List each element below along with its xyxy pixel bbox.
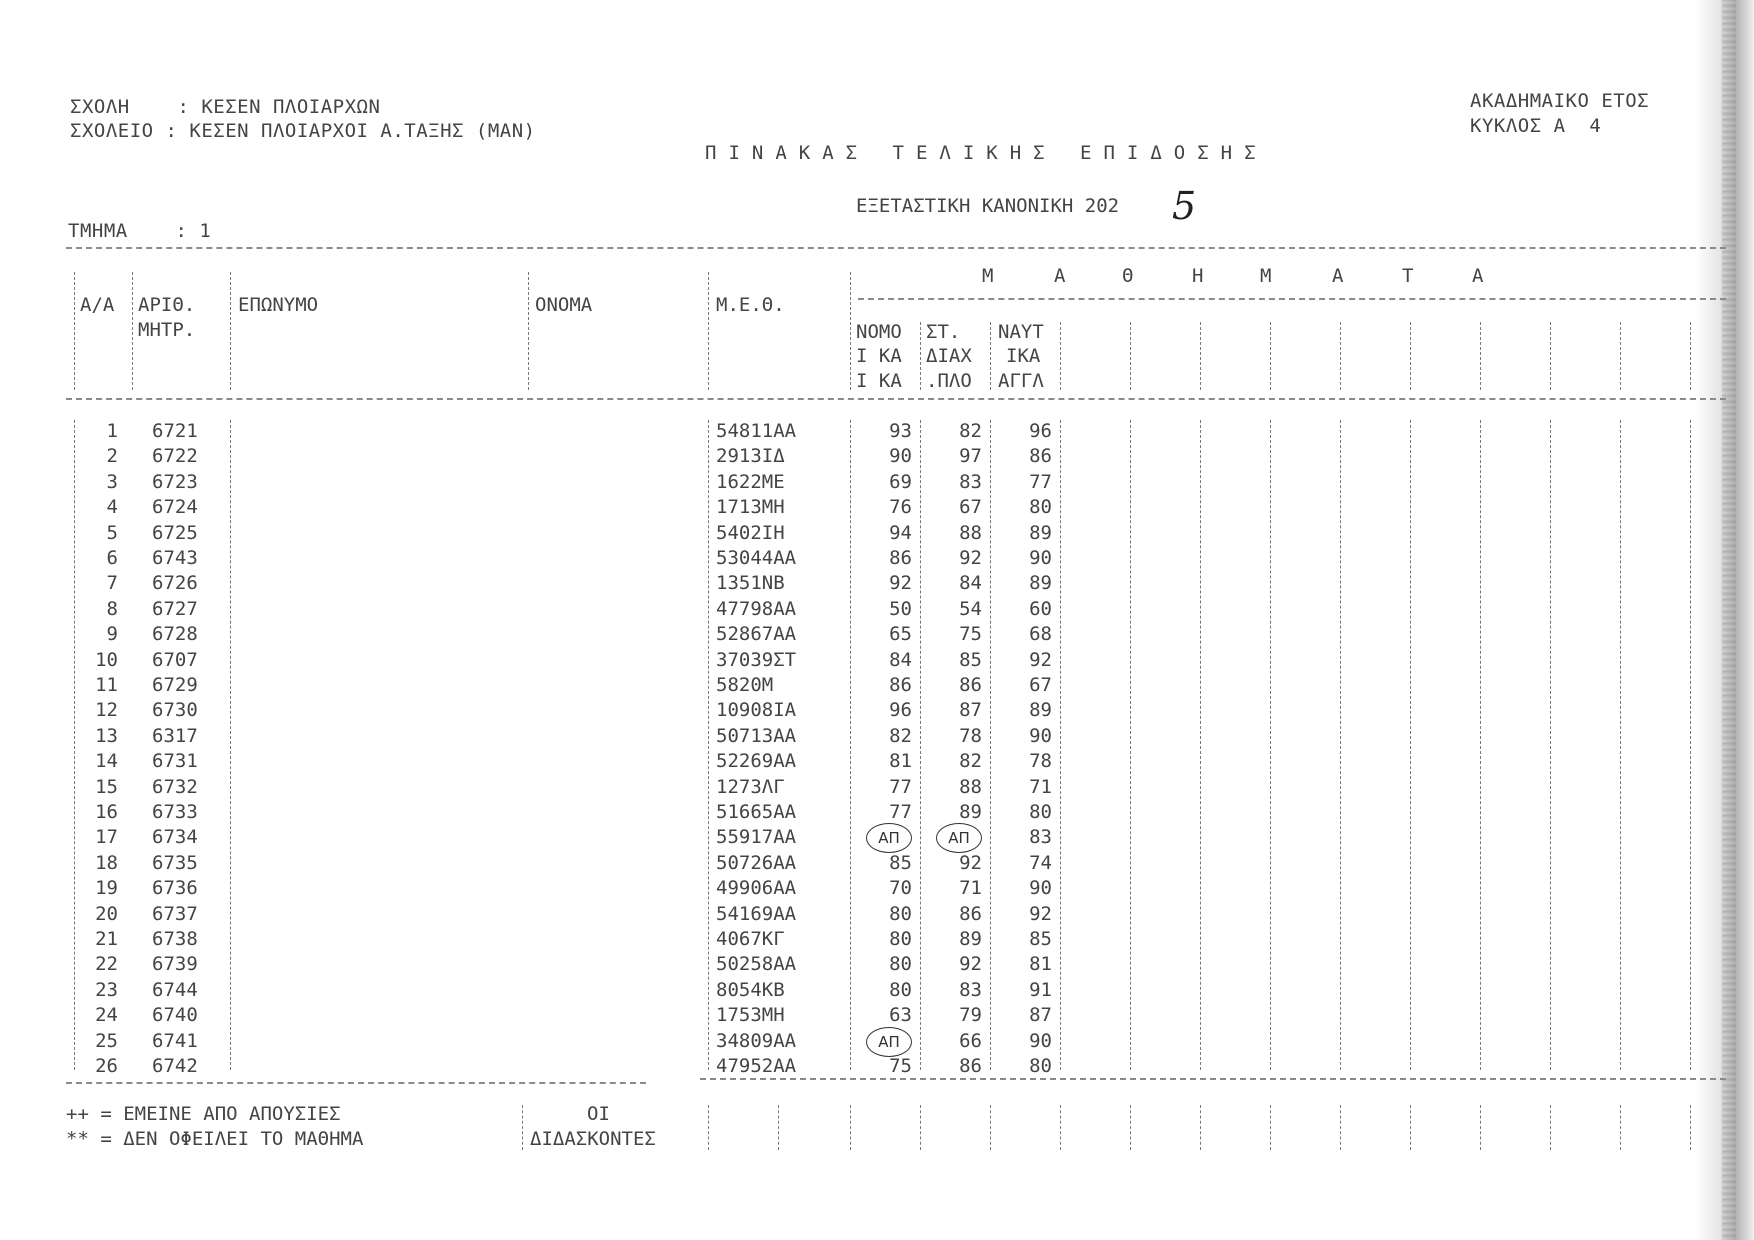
row-grade: 92 <box>1029 903 1052 925</box>
header-subject-separator <box>1060 322 1061 390</box>
row-reg-number: 6721 <box>152 420 198 442</box>
body-column-separator <box>1130 420 1131 1070</box>
row-grade: 87 <box>959 699 982 721</box>
footer-column-separator <box>522 1105 523 1150</box>
page-title: ΠΙΝΑΚΑΣ ΤΕΛΙΚΗΣ ΕΠΙΔΟΣΗΣ <box>705 142 1268 164</box>
header-aa: Α/Α <box>80 294 115 316</box>
header-subject-separator <box>920 322 921 390</box>
row-meth: 54169ΑΑ <box>716 903 797 925</box>
row-meth: 2913ΙΔ <box>716 445 785 467</box>
rule-top <box>66 247 1726 249</box>
body-column-separator <box>990 420 991 1070</box>
footer-column-separator <box>1480 1105 1481 1150</box>
body-column-separator <box>920 420 921 1070</box>
row-aa: 26 <box>95 1055 118 1077</box>
row-reg-number: 6731 <box>152 750 198 772</box>
header-subject-separator <box>1690 322 1691 390</box>
row-aa: 4 <box>106 496 118 518</box>
subject2-line2: ΔΙΑΧ <box>926 345 972 367</box>
absent-grade-circle: ΑΠ <box>936 823 982 853</box>
footer-column-separator <box>1550 1105 1551 1150</box>
row-grade: 60 <box>1029 598 1052 620</box>
row-meth: 52269ΑΑ <box>716 750 797 772</box>
row-meth: 4067ΚΓ <box>716 928 785 950</box>
row-meth: 50713ΑΑ <box>716 725 797 747</box>
row-aa: 14 <box>95 750 118 772</box>
row-meth: 10908ΙΑ <box>716 699 797 721</box>
row-reg-number: 6739 <box>152 953 198 975</box>
header-subject-separator <box>1270 322 1271 390</box>
subjects-heading-letter: Α <box>1472 265 1484 287</box>
row-grade: 71 <box>959 877 982 899</box>
row-aa: 16 <box>95 801 118 823</box>
cycle: ΚΥΚΛΟΣ Α 4 <box>1470 115 1602 137</box>
subjects-heading-letter: Μ <box>1260 265 1272 287</box>
legend-not-owed: ** = ΔΕΝ ΟΦΕΙΛΕΙ ΤΟ ΜΑΘΗΜΑ <box>66 1128 364 1150</box>
row-aa: 7 <box>106 572 118 594</box>
row-aa: 2 <box>106 445 118 467</box>
row-grade: 85 <box>889 852 912 874</box>
exam-label: ΕΞΕΤΑΣΤΙΚΗ ΚΑΝΟΝΙΚΗ 202 <box>856 195 1120 217</box>
row-grade: 92 <box>1029 649 1052 671</box>
row-grade: 91 <box>1029 979 1052 1001</box>
row-grade: 89 <box>1029 699 1052 721</box>
school-line: ΣΧΟΛΗ : ΚΕΣΕΝ ΠΛΟΙΑΡΧΩΝ <box>70 96 381 118</box>
row-grade: 86 <box>959 674 982 696</box>
rule-subjects <box>858 298 1726 300</box>
row-aa: 10 <box>95 649 118 671</box>
body-column-separator <box>850 420 851 1070</box>
row-aa: 3 <box>106 471 118 493</box>
section-label: ΤΜΗΜΑ : 1 <box>68 220 212 242</box>
row-meth: 8054ΚΒ <box>716 979 785 1001</box>
row-grade: 94 <box>889 522 912 544</box>
row-meth: 1351ΝΒ <box>716 572 785 594</box>
row-aa: 9 <box>106 623 118 645</box>
body-column-separator <box>1270 420 1271 1070</box>
row-reg-number: 6317 <box>152 725 198 747</box>
row-grade: 80 <box>889 928 912 950</box>
teachers-label-1: ΟΙ <box>587 1103 610 1125</box>
row-grade: 84 <box>889 649 912 671</box>
row-meth: 55917ΑΑ <box>716 826 797 848</box>
absent-grade-circle: ΑΠ <box>866 1027 912 1057</box>
row-meth: 53044ΑΑ <box>716 547 797 569</box>
body-column-separator <box>1410 420 1411 1070</box>
row-reg-number: 6732 <box>152 776 198 798</box>
row-grade: 83 <box>1029 826 1052 848</box>
row-grade: 78 <box>1029 750 1052 772</box>
header-column-separator <box>230 272 231 390</box>
body-column-separator <box>230 420 231 1070</box>
header-reg-2: ΜΗΤΡ. <box>138 319 196 341</box>
footer-column-separator <box>708 1105 709 1150</box>
subjects-heading-letter: Τ <box>1402 265 1414 287</box>
row-meth: 47798ΑΑ <box>716 598 797 620</box>
header-column-separator <box>708 272 709 390</box>
row-aa: 20 <box>95 903 118 925</box>
header-subject-separator <box>1480 322 1481 390</box>
row-meth: 5402ΙΗ <box>716 522 785 544</box>
row-grade: 50 <box>889 598 912 620</box>
row-aa: 24 <box>95 1004 118 1026</box>
body-column-separator <box>1340 420 1341 1070</box>
row-reg-number: 6740 <box>152 1004 198 1026</box>
row-grade: 88 <box>959 522 982 544</box>
row-grade: 92 <box>959 953 982 975</box>
row-meth: 50258ΑΑ <box>716 953 797 975</box>
subject1-line3: Ι ΚΑ <box>856 370 902 392</box>
row-aa: 19 <box>95 877 118 899</box>
row-grade: 87 <box>1029 1004 1052 1026</box>
subjects-heading-letter: Α <box>1332 265 1344 287</box>
legend-absences: ++ = ΕΜΕΙΝΕ ΑΠΟ ΑΠΟΥΣΙΕΣ <box>66 1103 341 1125</box>
row-grade: 86 <box>1029 445 1052 467</box>
row-reg-number: 6741 <box>152 1030 198 1052</box>
header-subject-separator <box>1620 322 1621 390</box>
row-grade: 82 <box>959 420 982 442</box>
header-name: ΟΝΟΜΑ <box>535 294 593 316</box>
row-grade: 84 <box>959 572 982 594</box>
row-grade: 97 <box>959 445 982 467</box>
row-grade: 78 <box>959 725 982 747</box>
row-grade: 80 <box>889 903 912 925</box>
row-grade: 80 <box>889 953 912 975</box>
row-grade: 67 <box>959 496 982 518</box>
header-subject-separator <box>1550 322 1551 390</box>
row-meth: 1753ΜΗ <box>716 1004 785 1026</box>
row-grade: 89 <box>959 801 982 823</box>
footer-column-separator <box>1130 1105 1131 1150</box>
rule-header-bottom <box>66 398 1726 400</box>
row-meth: 34809ΑΑ <box>716 1030 797 1052</box>
body-column-separator <box>74 420 75 1070</box>
header-column-separator <box>132 272 133 390</box>
header-subject-separator <box>1410 322 1411 390</box>
row-grade: 74 <box>1029 852 1052 874</box>
row-grade: 92 <box>959 547 982 569</box>
row-reg-number: 6724 <box>152 496 198 518</box>
row-reg-number: 6734 <box>152 826 198 848</box>
footer-column-separator <box>1620 1105 1621 1150</box>
row-reg-number: 6743 <box>152 547 198 569</box>
row-grade: 81 <box>889 750 912 772</box>
row-grade: 77 <box>889 776 912 798</box>
row-grade: 82 <box>959 750 982 772</box>
row-grade: 75 <box>959 623 982 645</box>
body-column-separator <box>1480 420 1481 1070</box>
row-grade: 85 <box>959 649 982 671</box>
body-column-separator <box>1620 420 1621 1070</box>
row-grade: 77 <box>1029 471 1052 493</box>
row-reg-number: 6725 <box>152 522 198 544</box>
row-aa: 21 <box>95 928 118 950</box>
row-reg-number: 6744 <box>152 979 198 1001</box>
row-grade: 68 <box>1029 623 1052 645</box>
subject3-line3: ΑΓΓΛ <box>998 370 1044 392</box>
row-grade: 80 <box>1029 1055 1052 1077</box>
row-grade: 86 <box>959 1055 982 1077</box>
subject3-line1: ΝΑΥΤ <box>998 321 1044 343</box>
body-column-separator <box>1690 420 1691 1070</box>
subjects-heading-letter: Η <box>1192 265 1204 287</box>
row-grade: 90 <box>1029 877 1052 899</box>
row-aa: 12 <box>95 699 118 721</box>
row-aa: 1 <box>106 420 118 442</box>
teachers-label-2: ΔΙΔΑΣΚΟΝΤΕΣ <box>530 1128 656 1150</box>
row-aa: 17 <box>95 826 118 848</box>
header-column-separator <box>850 272 851 390</box>
row-grade: 76 <box>889 496 912 518</box>
row-aa: 25 <box>95 1030 118 1052</box>
row-grade: 86 <box>889 547 912 569</box>
row-grade: 71 <box>1029 776 1052 798</box>
row-meth: 1713ΜΗ <box>716 496 785 518</box>
row-grade: 83 <box>959 979 982 1001</box>
row-meth: 52867ΑΑ <box>716 623 797 645</box>
row-grade: 86 <box>959 903 982 925</box>
row-grade: 92 <box>959 852 982 874</box>
subject2-line1: ΣΤ. <box>926 321 961 343</box>
rule-footer-left <box>66 1082 646 1084</box>
row-grade: 65 <box>889 623 912 645</box>
row-meth: 47952ΑΑ <box>716 1055 797 1077</box>
row-meth: 1622ΜΕ <box>716 471 785 493</box>
header-subject-separator <box>1340 322 1341 390</box>
header-column-separator <box>74 272 75 390</box>
row-grade: 86 <box>889 674 912 696</box>
header-reg-1: ΑΡΙΘ. <box>138 294 196 316</box>
row-aa: 6 <box>106 547 118 569</box>
subject1-line2: Ι ΚΑ <box>856 345 902 367</box>
row-grade: 70 <box>889 877 912 899</box>
row-meth: 51665ΑΑ <box>716 801 797 823</box>
row-meth: 1273ΛΓ <box>716 776 785 798</box>
row-aa: 8 <box>106 598 118 620</box>
row-reg-number: 6726 <box>152 572 198 594</box>
row-aa: 22 <box>95 953 118 975</box>
row-reg-number: 6729 <box>152 674 198 696</box>
row-reg-number: 6728 <box>152 623 198 645</box>
row-meth: 54811ΑΑ <box>716 420 797 442</box>
academic-year: ΑΚΑΔΗΜΑΙΚΟ ΕΤΟΣ <box>1470 90 1650 112</box>
row-reg-number: 6737 <box>152 903 198 925</box>
row-grade: 69 <box>889 471 912 493</box>
row-grade: 89 <box>1029 522 1052 544</box>
row-meth: 37039ΣΤ <box>716 649 797 671</box>
row-reg-number: 6736 <box>152 877 198 899</box>
row-grade: 90 <box>1029 1030 1052 1052</box>
row-grade: 54 <box>959 598 982 620</box>
row-grade: 80 <box>1029 801 1052 823</box>
row-aa: 5 <box>106 522 118 544</box>
header-surname: ΕΠΩΝΥΜΟ <box>238 294 319 316</box>
row-grade: 82 <box>889 725 912 747</box>
row-reg-number: 6742 <box>152 1055 198 1077</box>
row-meth: 5820Μ <box>716 674 774 696</box>
row-meth: 49906ΑΑ <box>716 877 797 899</box>
footer-column-separator <box>1340 1105 1341 1150</box>
header-subject-separator <box>1200 322 1201 390</box>
body-column-separator <box>708 420 709 1070</box>
row-grade: 96 <box>1029 420 1052 442</box>
footer-column-separator <box>1060 1105 1061 1150</box>
footer-column-separator <box>1270 1105 1271 1150</box>
row-grade: 88 <box>959 776 982 798</box>
subjects-heading-letter: Μ <box>982 265 994 287</box>
row-grade: 93 <box>889 420 912 442</box>
subject3-line2: ΙΚΑ <box>1006 345 1041 367</box>
row-reg-number: 6727 <box>152 598 198 620</box>
row-grade: 92 <box>889 572 912 594</box>
subject2-line3: .ΠΛΟ <box>926 370 972 392</box>
body-column-separator <box>1060 420 1061 1070</box>
footer-column-separator <box>920 1105 921 1150</box>
row-grade: 80 <box>889 979 912 1001</box>
row-aa: 13 <box>95 725 118 747</box>
footer-column-separator <box>1200 1105 1201 1150</box>
row-aa: 18 <box>95 852 118 874</box>
header-column-separator <box>528 272 529 390</box>
row-reg-number: 6738 <box>152 928 198 950</box>
rule-footer-right <box>700 1078 1726 1080</box>
row-grade: 83 <box>959 471 982 493</box>
handwritten-year-digit: 5 <box>1172 184 1197 228</box>
row-grade: 77 <box>889 801 912 823</box>
body-column-separator <box>1550 420 1551 1070</box>
footer-column-separator <box>1410 1105 1411 1150</box>
row-grade: 67 <box>1029 674 1052 696</box>
footer-column-separator <box>850 1105 851 1150</box>
row-reg-number: 6730 <box>152 699 198 721</box>
row-grade: 90 <box>889 445 912 467</box>
subjects-heading-letter: Α <box>1054 265 1066 287</box>
row-meth: 50726ΑΑ <box>716 852 797 874</box>
row-reg-number: 6707 <box>152 649 198 671</box>
row-grade: 96 <box>889 699 912 721</box>
row-grade: 85 <box>1029 928 1052 950</box>
row-grade: 75 <box>889 1055 912 1077</box>
subject1-line1: ΝΟΜΟ <box>856 321 902 343</box>
absent-grade-circle: ΑΠ <box>866 823 912 853</box>
header-subject-separator <box>990 322 991 390</box>
row-grade: 90 <box>1029 725 1052 747</box>
row-grade: 63 <box>889 1004 912 1026</box>
row-aa: 23 <box>95 979 118 1001</box>
row-reg-number: 6735 <box>152 852 198 874</box>
row-grade: 81 <box>1029 953 1052 975</box>
body-column-separator <box>1200 420 1201 1070</box>
scan-noise-edge <box>1722 0 1736 1240</box>
row-grade: 89 <box>959 928 982 950</box>
footer-column-separator <box>778 1105 779 1150</box>
department-line: ΣΧΟΛΕΙΟ : ΚΕΣΕΝ ΠΛΟΙΑΡΧΟΙ Α.ΤΑΞΗΣ (ΜΑΝ) <box>70 120 536 142</box>
row-grade: 90 <box>1029 547 1052 569</box>
row-grade: 79 <box>959 1004 982 1026</box>
row-aa: 15 <box>95 776 118 798</box>
row-reg-number: 6733 <box>152 801 198 823</box>
row-grade: 66 <box>959 1030 982 1052</box>
row-reg-number: 6723 <box>152 471 198 493</box>
footer-column-separator <box>1690 1105 1691 1150</box>
footer-column-separator <box>990 1105 991 1150</box>
header-meth: Μ.Ε.Θ. <box>716 294 785 316</box>
row-reg-number: 6722 <box>152 445 198 467</box>
row-grade: 89 <box>1029 572 1052 594</box>
row-grade: 80 <box>1029 496 1052 518</box>
row-aa: 11 <box>95 674 118 696</box>
subjects-heading-letter: Θ <box>1122 265 1134 287</box>
header-subject-separator <box>1130 322 1131 390</box>
